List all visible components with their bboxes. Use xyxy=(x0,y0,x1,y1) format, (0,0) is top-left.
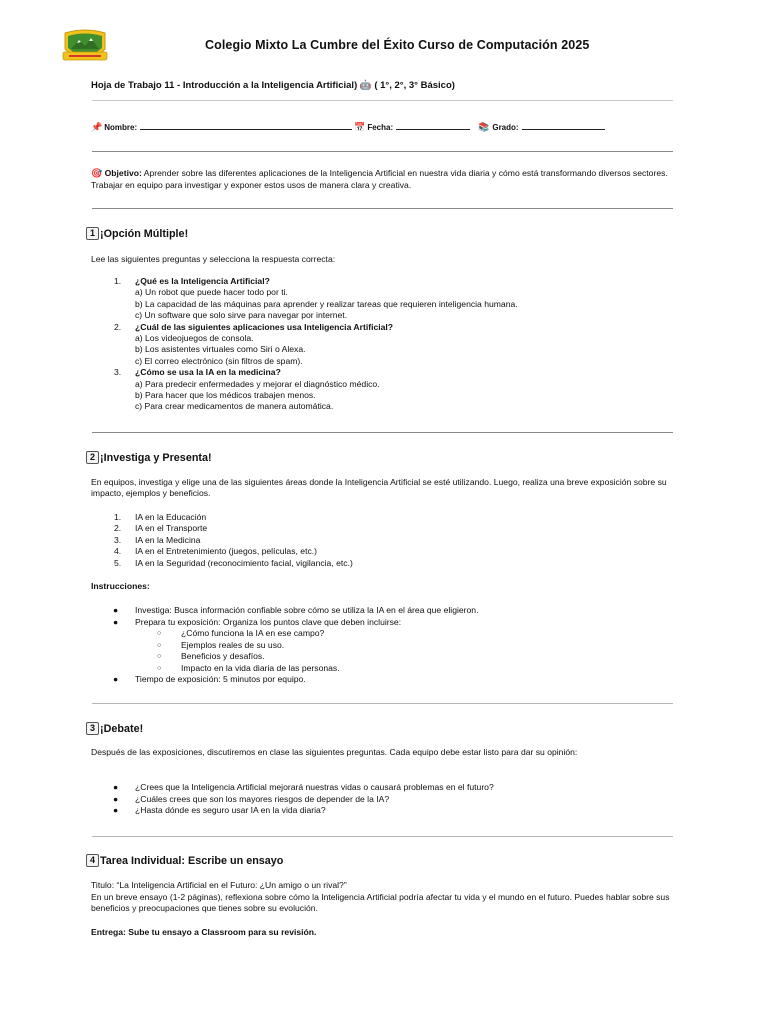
divider xyxy=(92,836,673,837)
name-field[interactable] xyxy=(140,120,352,130)
area-list xyxy=(91,512,353,569)
objective xyxy=(91,168,675,192)
list-item: ● Investiga: Busca información confiable sobre cómo se utiliza la IA en el área que eligieron. xyxy=(113,605,479,615)
list-item: 5. IA en la Seguridad (reconocimiento facial, vigilancia, etc.) xyxy=(114,557,353,568)
list-item: 4. IA en el Entretenimiento (juegos, películas, etc.) xyxy=(114,546,317,557)
list-item: ● Tiempo de exposición: 5 minutos por equipo. xyxy=(113,674,306,684)
list-item: ○ Impacto en la vida diaria de las personas. xyxy=(157,662,340,673)
list-item: ● ¿Hasta dónde es seguro usar IA en la vida diaria? xyxy=(113,805,326,815)
objective-text: Aprender sobre las diferentes aplicaciones de la Inteligencia Artificial en nuestra vida diaria y cómo está transformando diversos sectores. Trabajar en equipo para investigar y exponer estos usos de manera clara y creativa. xyxy=(91,168,668,191)
keycap-two-icon: 2 xyxy=(86,451,99,464)
section-1-title: 1 ¡Opción Múltiple! xyxy=(86,227,188,240)
divider xyxy=(92,208,673,209)
essay-title-line: Titulo: “La Inteligencia Artificial en el Futuro: ¿Un amigo o un rival?” xyxy=(91,880,347,890)
list-item: ● Prepara tu exposición: Organiza los puntos clave que deben incluirse: xyxy=(113,616,402,627)
section-2-intro: En equipos, investiga y elige una de las siguientes áreas donde la Inteligencia Artificial se esté utilizando. Luego, realiza una breve exposición sobre su impacto, ejemplos y beneficios. xyxy=(91,477,667,499)
school-title: Colegio Mixto La Cumbre del Éxito Curso de Computación 2025 xyxy=(205,38,590,52)
list-item: 1. ¿Qué es la Inteligencia Artificial? xyxy=(114,276,270,286)
keycap-three-icon: 3 xyxy=(86,722,99,735)
list-item: 3. IA en la Medicina xyxy=(114,534,201,545)
list-item: ○ ¿Cómo funciona la IA en ese campo? xyxy=(157,628,325,638)
grade-field[interactable] xyxy=(522,120,605,130)
calendar-icon: 📅 xyxy=(354,123,366,133)
objective-label: Objetivo: xyxy=(104,168,142,178)
section-4-title: 4 Tarea Individual: Escribe un ensayo xyxy=(86,854,283,867)
grade-label: Grado: xyxy=(492,123,519,132)
list-item: 2. ¿Cuál de las siguientes aplicaciones usa Inteligencia Artificial? xyxy=(114,321,394,332)
list-item: 2. IA en el Transporte xyxy=(114,523,208,534)
worksheet-title: Hoja de Trabajo 11 - Introducción a la Inteligencia Artificial) 🤖 ( 1°, 2°, 3° Básico) xyxy=(91,80,455,91)
date-label: Fecha: xyxy=(367,123,394,132)
list-item: ● ¿Crees que la Inteligencia Artificial mejorará nuestras vidas o causará problemas en el futuro? xyxy=(113,782,494,792)
section-3-intro: Después de las exposiciones, discutiremos en clase las siguientes preguntas. Cada equipo debe estar listo para dar su opinión: xyxy=(91,747,578,757)
instruction-list xyxy=(91,605,478,686)
list-item: 1. IA en la Educación xyxy=(114,512,207,522)
name-label: Nombre: xyxy=(104,123,138,132)
divider xyxy=(92,100,673,101)
student-fields xyxy=(91,120,605,133)
instructions-label: Instrucciones: xyxy=(91,581,150,591)
books-icon: 📚 xyxy=(478,123,490,133)
question-list: 1. ¿Qué es la Inteligencia Artificial? a) Un robot que puede hacer todo por ti. b) La capacidad de las máquinas para aprender y realizar tareas que requieren inteligencia humana. c) Un software que solo sirve para navegar por internet. 2. ¿Cuál de las siguientes aplicaciones usa Inteligencia Artificial? a) Los videojuegos de consola. b) Los asistentes virtuales como Siri o Alexa. c) El correo electrónico (sin filtros de spam). 3. ¿Cómo se usa la IA en la medicina? a) Para predecir enfermedades y mejorar el diagnóstico médico. b) Para hacer que los médicos trabajen menos. c) Para crear medicamentos de manera automática. xyxy=(91,276,518,413)
target-icon: 🎯 xyxy=(91,169,103,179)
delivery-note: Entrega: Sube tu ensayo a Classroom para su revisión. xyxy=(91,927,317,937)
list-item: ○ Ejemplos reales de su uso. xyxy=(157,639,285,650)
list-item: ● ¿Cuáles crees que son los mayores riesgos de depender de la IA? xyxy=(113,793,390,804)
pushpin-icon: 📌 xyxy=(91,123,103,133)
divider xyxy=(92,151,673,152)
divider xyxy=(92,432,673,433)
section-1-intro: Lee las siguientes preguntas y selecciona la respuesta correcta: xyxy=(91,254,336,264)
list-item: 3. ¿Cómo se usa la IA en la medicina? xyxy=(114,367,281,378)
school-logo xyxy=(61,27,109,67)
section-2-title: 2 ¡Investiga y Presenta! xyxy=(86,451,212,464)
date-field[interactable] xyxy=(396,120,470,130)
section-3-title: 3 ¡Debate! xyxy=(86,722,143,735)
keycap-one-icon: 1 xyxy=(86,227,99,240)
debate-list xyxy=(91,782,494,817)
keycap-four-icon: 4 xyxy=(86,854,99,867)
divider xyxy=(92,703,673,704)
list-item: ○ Beneficios y desafíos. xyxy=(157,651,265,661)
essay-instructions: En un breve ensayo (1-2 páginas), reflexiona sobre cómo la Inteligencia Artificial podría afectar tu vida y el mundo en el futuro. Puedes hablar sobre sus beneficios y preocupaciones que tienes sobre su evolución. xyxy=(91,892,670,914)
